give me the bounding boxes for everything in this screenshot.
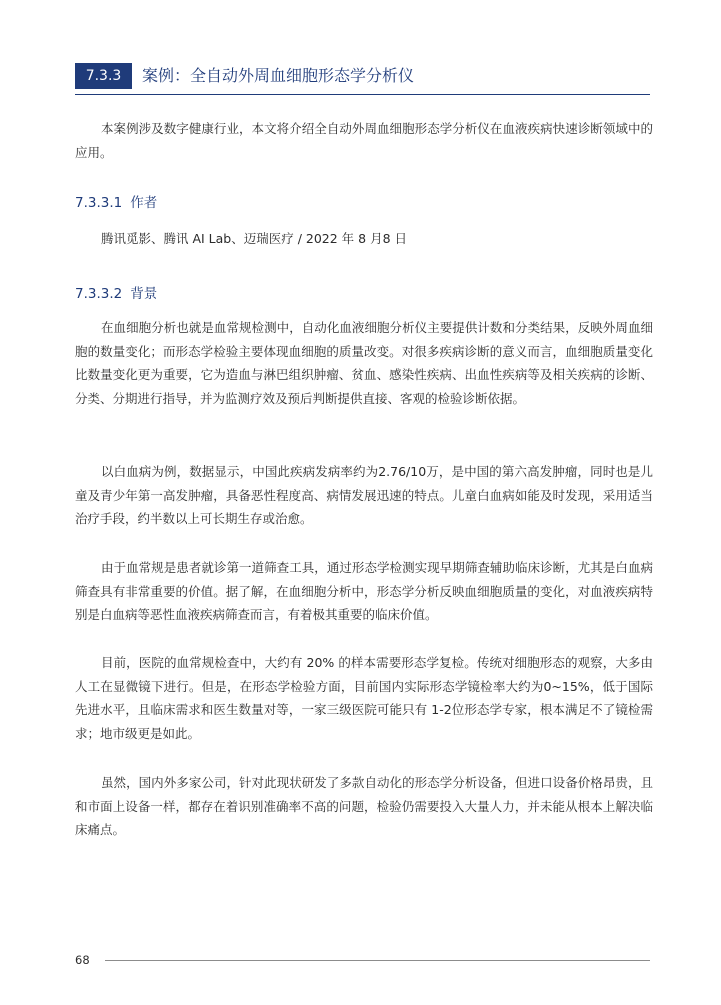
section-title: 案例：全自动外周血细胞形态学分析仪 <box>142 66 415 85</box>
author-subheading-title: 作者 <box>130 195 158 211</box>
footer-rule <box>105 960 650 961</box>
intro-paragraph: 本案例涉及数字健康行业，本文将介绍全自动外周血细胞形态学分析仪在血液疾病快速诊断领域中的应用。 <box>75 121 653 160</box>
background-subheading-number: 7.3.3.2 <box>75 286 123 302</box>
section-header <box>75 60 650 95</box>
background-paragraph-3: 由于血常规是患者就诊第一道筛查工具，通过形态学检测实现早期筛查辅助临床诊断，尤其是白血病筛查具有非常重要的价值。据了解，在血细胞分析中，形态学分析反映血细胞质量的变化，对血液疾病特别是白血病等恶性血液疾病筛查而言，有着极其重要的临床价值。 <box>75 560 653 622</box>
background-paragraph-2: 以白血病为例，数据显示，中国此疾病发病率约为2.76/10万，是中国的第六高发肿瘤，同时也是儿童及青少年第一高发肿瘤，具备恶性程度高、病情发展迅速的特点。儿童白血病如能及时发现，采用适当治疗手段，约半数以上可长期生存或治愈。 <box>75 464 653 526</box>
background-paragraph-5: 虽然，国内外多家公司，针对此现状研发了多款自动化的形态学分析设备，但进口设备价格昂贵，且和市面上设备一样，都存在着识别准确率不高的问题，检验仍需要投入大量人力，并未能从根本上解决临床痛点。 <box>75 775 653 837</box>
background-subheading-title: 背景 <box>130 286 158 302</box>
background-paragraph-1: 在血细胞分析也就是血常规检测中，自动化血液细胞分析仪主要提供计数和分类结果，反映外周血细胞的数量变化；而形态学检验主要体现血细胞的质量改变。对很多疾病诊断的意义而言，血细胞质量变化比数量变化更为重要，它为造血与淋巴组织肿瘤、贫血、感染性疾病、出血性疾病等及相关疾病的诊断、分类、分期进行指导，并为监测疗效及预后判断提供直接、客观的检验诊断依据。 <box>75 320 653 406</box>
background-subheading <box>75 284 157 304</box>
author-line: 腾讯觅影、腾讯 AI Lab、迈瑞医疗 / 2022 年 8 月8 日 <box>101 231 408 246</box>
page-number: 68 <box>75 953 90 967</box>
author-subheading-number: 7.3.3.1 <box>75 195 123 211</box>
background-paragraph-4: 目前，医院的血常规检查中，大约有 20% 的样本需要形态学复检。传统对细胞形态的观察，大多由人工在显微镜下进行。但是，在形态学检验方面，目前国内实际形态学镜检率大约为0~15%，低于国际先进水平，且临床需求和医生数量对等，一家三级医院可能只有 1-2位形态学专家，根本满足不了镜检需求；地市级更是如此。 <box>75 655 653 741</box>
section-number-badge: 7.3.3 <box>75 63 132 89</box>
author-subheading <box>75 193 157 213</box>
